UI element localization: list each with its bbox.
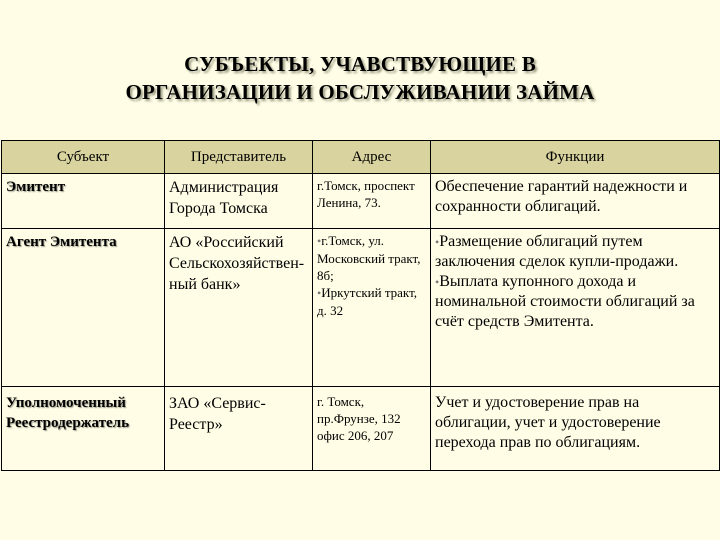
cell-address bbox=[313, 387, 431, 471]
header-address: Адрес bbox=[313, 141, 431, 174]
header-representative: Представитель bbox=[165, 141, 313, 174]
cell-subject: Агент Эмитента bbox=[2, 229, 165, 387]
function-item: Учет и удостоверение прав на облигации, учет и удостоверение перехода прав по облигациям. bbox=[435, 394, 661, 452]
address-line: •Иркутский тракт, д. 32 bbox=[317, 285, 418, 319]
function-item: Обеспечение гарантий надежности и сохранности облигаций. bbox=[435, 178, 688, 215]
bullet-icon: • bbox=[435, 275, 440, 290]
cell-functions bbox=[431, 387, 720, 471]
function-item: •Выплата купонного дохода и номинальной стоимости облигаций за счёт средств Эмитента. bbox=[435, 273, 695, 331]
cell-representative: ЗАО «Сервис-Реестр» bbox=[165, 387, 313, 471]
title-line-1: СУБЪЕКТЫ, УЧАВСТВУЮЩИЕ В bbox=[184, 52, 536, 76]
table-row bbox=[2, 387, 720, 471]
cell-functions bbox=[431, 174, 720, 229]
subjects-table bbox=[1, 140, 720, 471]
table-row bbox=[2, 229, 720, 387]
cell-subject: Эмитент bbox=[2, 174, 165, 229]
title-line-2: ОРГАНИЗАЦИИ И ОБСЛУЖИВАНИИ ЗАЙМА bbox=[125, 80, 595, 104]
address-line: г. Томск, пр.Фрунзе, 132 офис 206, 207 bbox=[317, 394, 401, 444]
cell-representative: Администрация Города Томска bbox=[165, 174, 313, 229]
table-header-row bbox=[2, 141, 720, 174]
cell-subject: Уполномоченный Реестродержатель bbox=[2, 387, 165, 471]
cell-functions bbox=[431, 229, 720, 387]
address-line: г.Томск, проспект Ленина, 73. bbox=[317, 178, 415, 210]
cell-address bbox=[313, 174, 431, 229]
bullet-icon: • bbox=[317, 286, 322, 301]
page-title bbox=[0, 50, 720, 106]
table-row bbox=[2, 174, 720, 229]
function-item: •Размещение облигаций путем заключения сделок купли-продажи. bbox=[435, 233, 679, 271]
bullet-icon: • bbox=[317, 234, 322, 249]
header-functions: Функции bbox=[431, 141, 720, 174]
cell-address bbox=[313, 229, 431, 387]
bullet-icon: • bbox=[435, 235, 440, 250]
cell-representative: АО «Российский Сельскохозяйствен-ный банк» bbox=[165, 229, 313, 387]
address-line: •г.Томск, ул. Московский тракт, 8б; bbox=[317, 233, 421, 284]
header-subject: Субъект bbox=[2, 141, 165, 174]
